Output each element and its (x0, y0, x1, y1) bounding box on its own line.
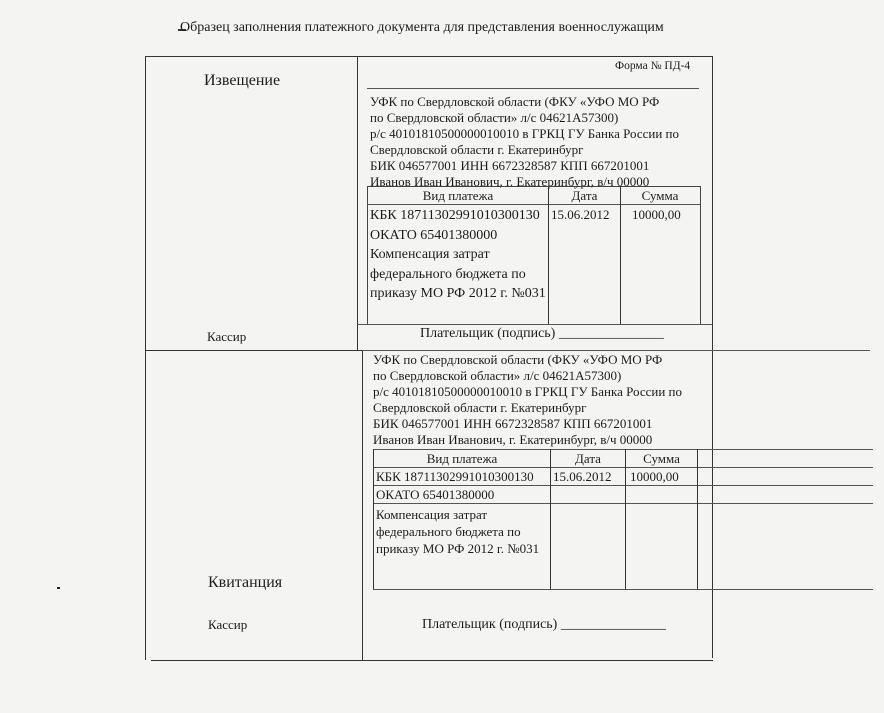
recipient-line: р/с 40101810500000010010 в ГРКЦ ГУ Банка России по (373, 384, 683, 399)
frame-left (145, 56, 146, 660)
col-header-amount: Сумма (641, 188, 679, 203)
recipient-line: БИК 046577001 ИНН 6672328587 КПП 667201001 (370, 158, 650, 173)
payment-date: 15.06.2012 (553, 469, 612, 484)
signature-row-rule (357, 324, 712, 325)
payment-date: 15.06.2012 (551, 207, 610, 222)
cashier-label-bottom: Кассир (208, 617, 248, 632)
payment-details: КБК 18711302991010300130 ОКАТО 65401380000 Компенсация затрат федерального бюджета по приказу МО РФ 2012 г. №031 (370, 208, 546, 301)
recipient-line: Иванов Иван Иванович, г. Екатеринбург, в/ч 00000 (373, 432, 653, 447)
frame-bottom (151, 660, 713, 661)
recipient-line: Свердловской области г. Екатеринбург (373, 400, 587, 415)
okato-code: ОКАТО 65401380000 (376, 487, 495, 502)
bottom-table-header-rule (373, 467, 873, 468)
recipient-line: БИК 046577001 ИНН 6672328587 КПП 667201001 (373, 416, 653, 431)
col-header-payment: Вид платежа (422, 188, 494, 203)
recipient-line: по Свердловской области» л/с 04621А57300) (373, 368, 622, 383)
recipient-line: р/с 40101810500000010010 в ГРКЦ ГУ Банка России по (370, 126, 680, 141)
recipient-line: Свердловской области г. Екатеринбург (370, 142, 584, 157)
recipient-line: Иванов Иван Иванович, г. Екатеринбург, в/ч 00000 (370, 174, 650, 189)
recipient-block-top (370, 94, 679, 190)
table-header-rule (367, 204, 700, 205)
section-divider-extension (362, 350, 870, 351)
kbk-code: КБК 18711302991010300130 (376, 469, 534, 484)
col-header-date: Дата (575, 451, 601, 466)
col-header-date: Дата (571, 188, 598, 203)
payment-amount: 10000,00 (632, 207, 681, 222)
bottom-table-top-rule (373, 449, 873, 450)
payer-signature-top: Плательщик (подпись) _______________ (420, 326, 664, 341)
table-col-divider (620, 186, 621, 324)
recipient-line: УФК по Свердловской области (ФКУ «УФО МО РФ (370, 94, 660, 109)
table-col-divider (548, 186, 549, 324)
bottom-table-row-rule (373, 485, 873, 486)
bottom-table-col-divider (625, 449, 626, 589)
payer-signature-bottom: Плательщик (подпись) _______________ (422, 617, 666, 632)
payment-purpose: Компенсация затрат федерального бюджета по приказу МО РФ 2012 г. №031 (376, 507, 540, 556)
col-header-payment: Вид платежа (426, 451, 498, 466)
bottom-table-bottom-rule (373, 589, 873, 590)
receipt-label: Квитанция (208, 574, 283, 591)
notice-label: Извещение (204, 72, 281, 89)
frame-top (145, 56, 712, 57)
cashier-label-top: Кассир (207, 329, 247, 344)
bottom-table-right (697, 449, 698, 589)
recipient-block-bottom (373, 352, 682, 448)
recipient-line: по Свердловской области» л/с 04621А57300) (370, 110, 619, 125)
col-header-amount: Сумма (643, 451, 680, 466)
document-heading: Образец заполнения платежного документа для представления военнослужащим (180, 20, 664, 35)
recipient-top-rule (367, 88, 699, 89)
recipient-line: УФК по Свердловской области (ФКУ «УФО МО РФ (373, 352, 663, 367)
bottom-table-col-divider (550, 449, 551, 589)
scan-mark (57, 587, 60, 589)
form-number: Форма № ПД-4 (615, 60, 691, 72)
frame-right (712, 56, 713, 658)
payment-amount: 10000,00 (630, 469, 679, 484)
bottom-table-row-rule (373, 503, 873, 504)
column-divider-top (357, 56, 358, 350)
column-divider-bottom (362, 350, 363, 660)
bottom-table-left (373, 449, 374, 589)
